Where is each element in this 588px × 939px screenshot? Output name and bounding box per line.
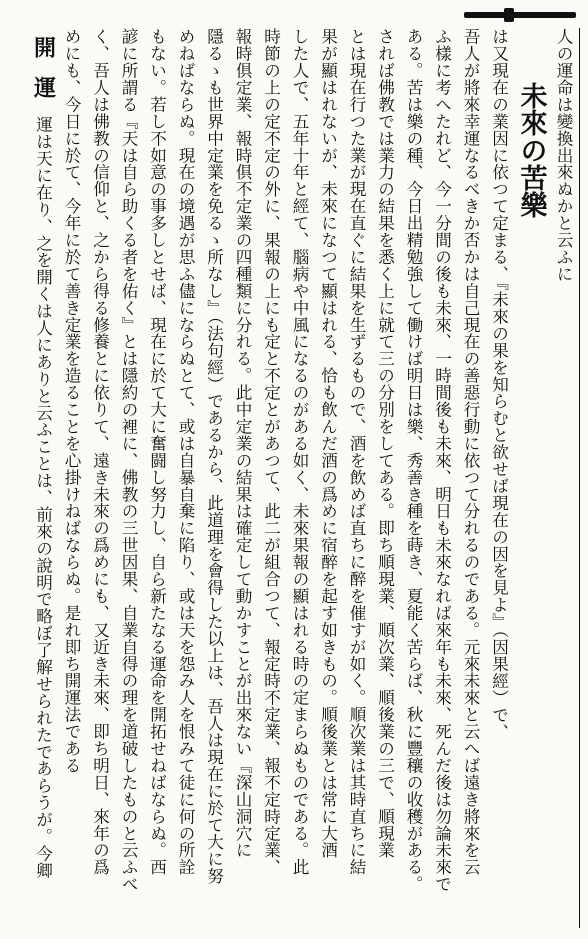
- body-line-2: 吾人が將來幸運なるべきか否かは自己現在の善惡行動に依つて分れるのである。元來未來と云へば遠き將來を云: [461, 28, 480, 876]
- body-line-10: 報時俱定業、報時俱不定業の四種類に分れる。此中定業の結果は確定して動かすことが出來ない『深山洞穴に: [233, 28, 252, 859]
- body-line-7: 果が顯はれないが、未來になつて顯はれる、恰も飲んだ酒の爲めに宿醉を起す如きもの。順後業とは常に大酒: [318, 28, 338, 859]
- body-line-3: ふ樣に考へたれど、今一分間の後も未來、一時間後も未來、明日も未來なれば來年も未來、死んだ後は勿論未來で: [432, 28, 452, 893]
- vertical-text-body: [14, 28, 580, 928]
- body-line-4: ある。苦は樂の種、今日出精勉強して働けば明日は樂、秀善き種を蒔き、夏能く苦らば、秋に豐穰の收穫がある。: [404, 28, 423, 893]
- body-line-9: 時節の上の定不定の外に、果報の上にも定と不定とがあつて、此二が組合つて、報定時不定業、報不定時定業、: [261, 28, 281, 876]
- body-line-5: されば佛教では業力の結果を悉く上に就て三の分別をしてある。即ち順現業、順次業、順後業の三で、順現業: [375, 28, 395, 859]
- top-rule-decoration: [464, 12, 576, 18]
- body-line-6: とは現在行つた業が現在直ぐに結果を生ずるもので、酒を飲めば直ちに醉を催すが如く。順次業は其時直ちに結: [347, 28, 366, 876]
- section-heading-kaiun: 開運: [30, 36, 56, 116]
- body-line-14: 諺に所謂る『天は自ら助くる者を佑く』とは隱約の裡に、佛教の三世因果、自業自得の理を道破したものと云ふべ: [119, 28, 138, 893]
- top-rule-ornament: [504, 8, 514, 22]
- body-line-15: く、吾人は佛教の信仰と、之から得る修養とに依りて、遠き未來の爲めにも、又近き未來、即ち明日、來年の爲: [90, 28, 110, 876]
- body-line-12: めねばならぬ。現在の境遇が思ふ儘にならぬとて、或は自暴自棄に陷り、或は天を怨み人を恨みて徒に何の所詮: [176, 28, 195, 876]
- body-line-13: もない。若し不如意の事多しとせば、現在に於て大に奮闘し努力し、自ら新たなる運命を開拓せねばならぬ。西: [147, 28, 167, 876]
- intro-line: 人の運命は變換出來ぬかと云ふに: [549, 28, 581, 928]
- kaiun-section: [28, 28, 57, 928]
- kaiun-line: 運は天に在り、之を開くは人にありと云ふことは、前來の說明で略ぼ了解せられたであらうが。今卿: [33, 116, 53, 879]
- body-line-1: は又現在の業因に依つて定まる、『未來の果を知らむと欲せば現在の因を見よ』（因果經）で、: [489, 28, 509, 741]
- body-line-16: めにも、今日に於て、今年に於て善き定業を造ることを心掛けねばならぬ。是れ即ち開運法である: [62, 28, 81, 774]
- body-line-8: した人で、五年十年と經て、腦病や中風になるのがある如く、未來果報の顯はれる時の定まらぬものである。此: [290, 28, 309, 876]
- section-heading-future-suffering: 未來の苦樂: [515, 82, 547, 219]
- body-line-11: 隱るゝも世界中定業を免るゝ所なし』（法句經）であるから、此道理を會得した以上は、吾人は現在に於て大に努: [204, 28, 224, 885]
